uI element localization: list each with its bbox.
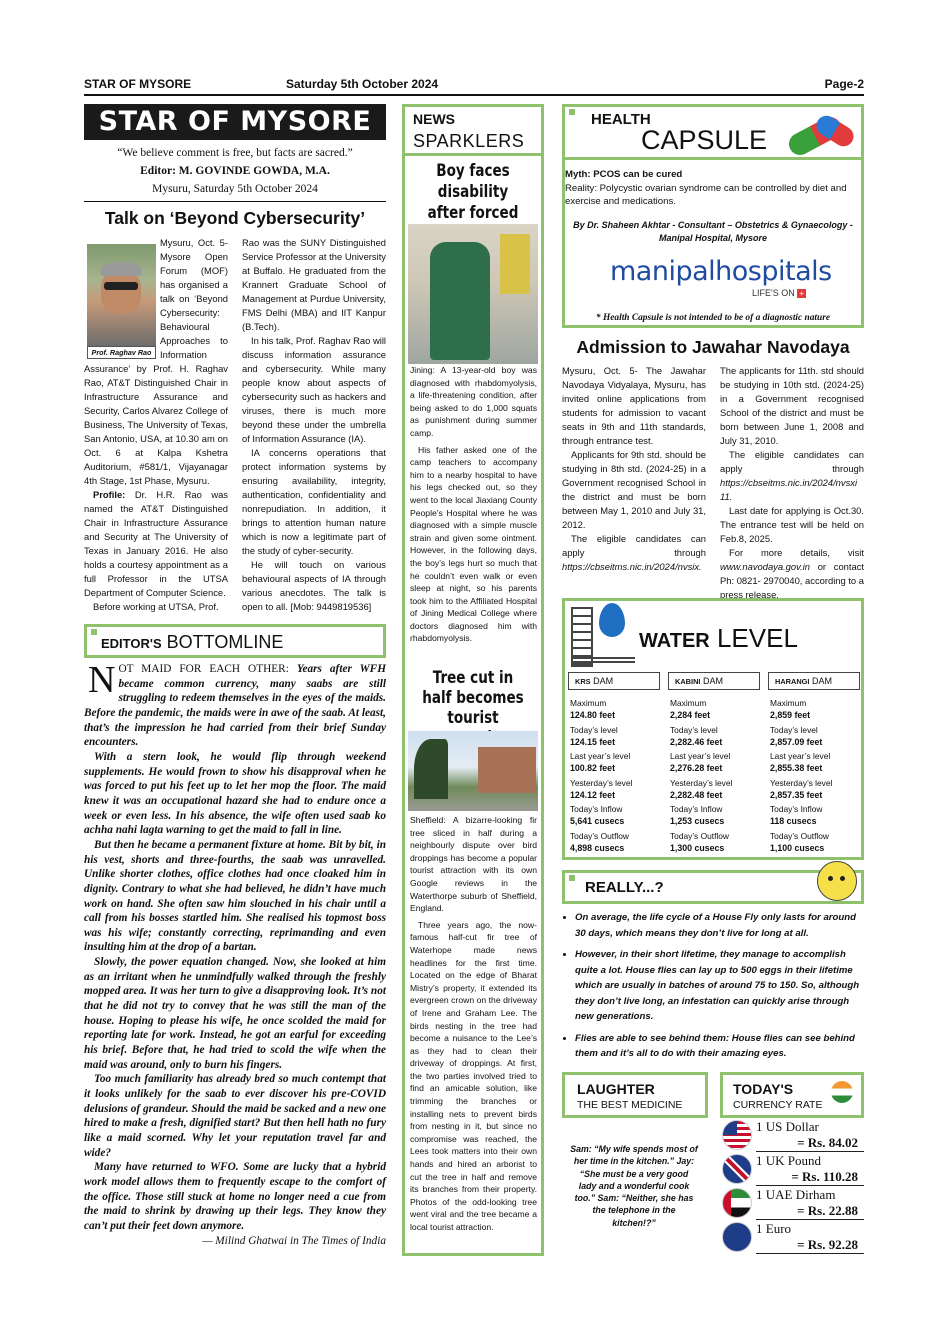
dam-stat-label: Today’s level (570, 724, 618, 735)
flag-canton (723, 1121, 737, 1135)
navodaya-headline: Admission to Jawahar Navodaya (576, 337, 850, 357)
navodaya-link[interactable]: www.navodaya.gov.in (720, 561, 810, 572)
dam-stat-value: 118 cusecs (770, 816, 817, 826)
profile-text: Dr. H.R. Rao was named the AT&T Distinguished Chair in Infrastructure Assurance and Security at The University of Texas in January 2016. He also holds a courtesy appointment as a full Professor in the UTSA Department of Computer Science. (84, 489, 228, 598)
currency-value: = Rs. 110.28 (791, 1169, 858, 1184)
sunglasses-shape (104, 282, 138, 290)
cyber-col2-para: In his talk, Prof. Raghav Rao will discuss information assurance and cybersecurity. While many people know about aspects of cybersecurity such as hackers and viruses, there is much more beyond these under the umbrella of Information Assurance (IA). (242, 335, 386, 444)
dam-stat-label: Today’s Inflow (570, 804, 623, 814)
dam-stat-value: 124.80 feet (570, 710, 615, 720)
dam-stat-label: Today’s Outflow (670, 830, 729, 841)
dam-stat-label: Maximum (570, 698, 607, 708)
dam-stat-label: Last year’s level (770, 751, 831, 761)
section-label (101, 632, 283, 653)
currency-unit: 1 Euro (756, 1221, 792, 1236)
dam-stat-label: Today’s level (770, 724, 818, 735)
label-light: LEVEL (709, 623, 798, 653)
water-drop-icon (599, 603, 625, 637)
currency-list (720, 1120, 864, 1256)
dam-stat-value: 2,276.28 feet (670, 763, 723, 773)
editorial-para: With a stern look, he would flip through weekend supplements. He would frown to show his disapproval when he was forced to put his feet up to let her mop the floor. The maid knew it was an occupational hazard she had to endure once a week or even less. In his absence, the wife often used saab ko achha nahi lagta warning to get the maid to fall in line. (84, 750, 386, 837)
page-number: Page-2 (824, 77, 864, 91)
currency-value: = Rs. 22.88 (797, 1203, 858, 1218)
half-tree-shape (414, 739, 448, 799)
dam-stat-value: 100.82 feet (570, 763, 615, 773)
capsule-icon (785, 113, 861, 155)
story2-headline: Tree cut in half becomes tourist (422, 668, 524, 727)
label-light: SPARKLERS (413, 131, 525, 151)
editorial-para: Years after WFH became common currency, many saabs are still struggling to redeem themselves in the eyes of the maids. Before the pandemic, the maids were in awe of the saab. At least, that’s the impression he had carried from their brief Sunday encounters. (84, 663, 387, 749)
cyber-col1-last: Before working at UTSA, Prof. (93, 601, 219, 612)
waves-icon (571, 657, 635, 663)
cyber-col1-para: Assurance’ by Prof. H. Raghav Rao, AT&T Distinguished Chair in Infrastructure Assurance and Security, Carlos Alvarez College of Business, The University of Texas, San Antonio, USA, at 10.30 am on Oct. 6 at Kalpa Kshetra Auditorium, #581/1, Vijayanagar 4th Stage, 1st Phase, Mysuru. (84, 363, 228, 486)
story2-para: Sheffield: A bizarre-looking fir tree sliced in half during a neighbourly dispute over bird droppings has become a popular tourist attraction with its own Google reviews in the Waterthorpe suburb of Sheffield, England. (410, 815, 537, 914)
dam-stat-label: Yesterday’s level (670, 777, 733, 788)
label-light: BOTTOMLINE (161, 632, 284, 652)
corner-mark (569, 109, 575, 115)
bulb-mascot-icon (817, 861, 857, 901)
dam-name: KABINI DAM (668, 672, 760, 690)
label-bold: LAUGHTER (577, 1081, 655, 1097)
currency-value: = Rs. 92.28 (797, 1237, 858, 1252)
navodaya-para: Last date for applying is Oct.30. The entrance test will be held on Feb.8, 2025. (720, 505, 864, 544)
dam-stat-label: Maximum (770, 698, 807, 708)
uae-flag-icon (722, 1188, 752, 1218)
dam-column (768, 672, 860, 857)
manipal-tagline (752, 288, 806, 298)
label-light: THE BEST MEDICINE (577, 1099, 683, 1111)
dam-stat-value: 1,300 cusecs (670, 842, 725, 853)
cyber-col1-wrap: Mysuru, Oct. 5- Mysore Open Forum (MOF) has organised a talk on ‘Beyond Cybersecurity: Behavioural Approaches to Information (160, 237, 228, 360)
corner-mark (91, 629, 97, 635)
label-bold: HEALTH (591, 111, 651, 128)
eu-flag-icon (722, 1222, 752, 1252)
editorial-para: But then he became a permanent fixture at home. Bit by bit, in his vest, shorts and three-fourths, the saab was unravelled. Unlike shorter clothes, office clothes had once cloaked him in dignity. Contrary to what she had believed, he didn’t have much work on hand. She often saw him slouched in his chair until a call from his bosses startled him. She realised his topmost boss was his wife; constantly correcting, reprimanding and even insulting him at the drop of a bartan. (84, 838, 386, 954)
issue-date: Saturday 5th October 2024 (286, 77, 439, 91)
dam-stat-label: Today’s Outflow (570, 830, 629, 841)
health-myth: Myth: PCOS can be cured (565, 169, 683, 180)
editorial-para: Too much familiarity has already bred so much contempt that it looks unlikely for the saab to ever discover his pre-COVID delusions of grandeur. Should the maid be sacked and a new one hired to make a fresh, dignified start? But then hell hath no fury like a maid scorned. Why let your reputation travel far and wide? (84, 1073, 386, 1159)
list-item: • On average, the life cycle of a House Fly only lasts for around 30 days, which means they don’t live for long at all. (575, 910, 863, 941)
masthead-block (84, 144, 386, 198)
divider (84, 201, 386, 202)
masthead-editor: Editor: M. GOVINDE GOWDA, M.A. (140, 165, 330, 177)
navodaya-text: The eligible candidates can apply through (562, 533, 706, 558)
navodaya-link[interactable]: https://cbseitms.nic.in/2024/nvsix. (562, 561, 702, 572)
dam-stat-value: 124.15 feet (570, 736, 615, 747)
navodaya-para: Applicants for 9th std. should be studying in 8th std. (2024-25) in a Government recognised School in the district and must be born between May 1, 2010 and July 31, 2012. (562, 449, 706, 530)
corner-mark (569, 875, 575, 881)
joke-text: Sam: “My wife spends most of her time in the kitchen.” Jay: “She must be a very good lady and a wonderful cook too.” Sam: “Neither, she has the telephone in the kitchen!?” (570, 1144, 698, 1228)
eye-shape (828, 876, 833, 881)
story1-para: His father asked one of the camp teachers to accompany him to a nearby hospital to have his legs checked out, so they went to the local Jiaxiang County People’s Hospital where he was diagnosed with a simple muscle strain and given some ointment. However, in the following days, the boy’s legs hurt so much that he couldn’t even walk or even sleep at night, so his parents took him to the Affiliated Hospital of Jining Medical College where doctors diagnosed him with rhabdomyolysis. (410, 444, 537, 644)
bed-cover-shape (430, 242, 490, 360)
dam-column (668, 672, 760, 857)
navodaya-col1 (562, 364, 706, 574)
label-bold: TODAY'S (733, 1081, 794, 1097)
label-light: CAPSULE (641, 125, 768, 155)
health-author: By Dr. Shaheen Akhtar - Consultant – Obstetrics & Gynaecology - Manipal Hospital, Mysore (573, 219, 853, 243)
really-header (562, 870, 864, 904)
paper-name: STAR OF MYSORE (84, 77, 192, 91)
dam-stat-label: Today’s Inflow (770, 804, 823, 814)
dam-stat-label: Yesterday’s level (770, 777, 833, 788)
story1-body (410, 364, 537, 645)
currency-rule (756, 1185, 864, 1186)
story2-body (410, 814, 537, 1234)
label-bold: WATER (639, 630, 710, 652)
dam-stat-label: Today’s level (670, 724, 718, 735)
face-shape (101, 270, 141, 314)
dam-stat-value: 2,282.48 feet (670, 789, 723, 800)
editorial-para: Many have returned to WFO. Some are lucky that a hybrid work model allows them to frequently escape to the comfort of the office. Those still stuck at home no longer need a cue from the maid to shrink by drawing up their legs. They know they can’t put their feet down anymore. (84, 1161, 386, 1232)
list-item: • Flies are able to see behind them: House flies can see behind them and it’s all to do with their amazing eyes. (575, 1031, 863, 1062)
hospital-photo (408, 224, 538, 364)
navodaya-text: or contact Ph: 0821- 2970040, according to a press release. (720, 561, 864, 600)
masthead-dateline: Mysuru, Saturday 5th October 2024 (152, 183, 318, 195)
label-bold: EDITOR'S (101, 636, 162, 651)
drop-cap: N (88, 659, 116, 701)
label-light: CURRENCY RATE (733, 1099, 823, 1111)
dam-stat-label: Maximum (670, 698, 707, 708)
story1-para: Jining: A 13-year-old boy was diagnosed with rhabdomyolysis, a life-threatening condition, after being asked to do 1,000 squats as punishment during summer camp. (410, 365, 537, 438)
uk-flag-icon (722, 1154, 752, 1184)
manipal-logo: manipalhospitals (610, 256, 832, 287)
dam-stat-value: 5,641 cusecs (570, 816, 625, 826)
navodaya-link[interactable]: https://cbseitms.nic.in/2024/nvsxi 11. (720, 477, 858, 502)
dam-stat-value: 2,282.46 feet (670, 736, 723, 747)
navodaya-col2 (720, 364, 864, 602)
navodaya-para: The applicants for 11th. std should be studying in 10th std. (2024-25) in a Government recognised School of the district and must be born between June 1, 2008 and July 31, 2010. (720, 365, 864, 446)
water-level-title (639, 623, 798, 654)
dam-stat-value: 2,284 feet (670, 710, 711, 720)
editorial-para: Slowly, the power equation changed. Now, she looked at him as an irritant when he unmindfully walked through the freshly mopped area. It was her turn to give a disapproving look. It’s not that he did not try to convey that he was still the man of the house. Hoping to please his wife, he once scolded the maid for reporting late for work. Instead, he got an earful for exceeding his brief. Before that, he had tried to scold the wife when the maid was around, only to burn his fingers. (84, 956, 386, 1071)
list-item: • However, in their short lifetime, they manage to accomplish quite a lot. House flies can lay up to 500 eggs in their lifetime which are usually in batches of around 75 to 150. So, although they don’t live long, an infestation can quickly arise through new generations. (575, 947, 863, 1025)
dam-stat-value: 4,898 cusecs (570, 842, 625, 853)
currency-unit: 1 UAE Dirham (756, 1187, 836, 1202)
dam-stat-label: Today’s Outflow (770, 830, 829, 841)
label-bold: NEWS (413, 111, 455, 127)
eye-shape (840, 876, 845, 881)
currency-unit: 1 US Dollar (756, 1119, 819, 1134)
page-header (84, 74, 864, 96)
dam-column (568, 672, 660, 857)
photo-caption: Prof. Raghav Rao (87, 346, 156, 359)
really-list (565, 910, 863, 1068)
dam-stat-value: 124.12 feet (570, 789, 615, 800)
masthead-motto: “We believe comment is free, but facts are sacred.” (117, 147, 353, 159)
dam-stat-value: 2,859 feet (770, 710, 811, 720)
profile-label: Profile: (93, 489, 126, 500)
dam-stat-value: 1,253 cusecs (670, 816, 725, 826)
house-shape (478, 747, 536, 793)
health-reality: Reality: Polycystic ovarian syndrome can be controlled by diet and exercise and medications. (565, 182, 847, 207)
cyber-col2-para: IA concerns operations that protect information systems by ensuring availability, integrity, authentication, confidentiality and nonrepudiation. In addition, it brings to attention human nature which is now a legitimate part of the study of cyber-security. (242, 447, 386, 556)
health-capsule-header (562, 104, 864, 160)
navodaya-para: Mysuru, Oct. 5- The Jawahar Navodaya Vidyalaya, Mysuru, has invited online applications from students for admission to vacant seats in 9th and 11th standards, through entrance test. (562, 365, 706, 446)
dam-stat-label: Last year’s level (570, 751, 631, 761)
hair-shape (101, 262, 141, 276)
currency-value: = Rs. 84.02 (797, 1135, 858, 1150)
usa-flag-icon (722, 1120, 752, 1150)
cyber-col2 (242, 236, 386, 614)
laughter-header (562, 1072, 708, 1118)
author-photo (87, 244, 156, 348)
cyber-headline: Talk on ‘Beyond Cybersecurity’ (104, 208, 366, 228)
dam-stat-label: Last year’s level (670, 751, 731, 761)
navodaya-text: For more details, visit (729, 547, 864, 558)
editorial-kicker: OT MAID FOR EACH OTHER: (118, 663, 297, 675)
dam-name: HARANGI DAM (768, 672, 860, 690)
cyber-col2-para: He will touch on various behavioural aspects of IA through various anecdotes. The talk is open to all. [Mob: 9449819536] (242, 559, 386, 612)
editorial-byline: — Milind Ghatwai in The Times of India (202, 1234, 386, 1247)
really-label: REALLY...? (585, 879, 664, 896)
story2-para: Three years ago, the now-famous half-cut fir tree of Waterhope made news headlines for the first time. Located on the edge of Bharat Mistry’s property, it extended its evergreen crown on the driveway of Irene and Graham Lee. The birds nesting in the tree had become a nuisance to the Lee’s as they had to clean their driveway of droppings. At first, the two parties involved tried to find an amicable solution, like trimming the branches or installing nets to prevent birds from nesting in it, but since no compromise was reached, the Lees took matters into their own hands and hired an arborist to cut the tree in half and remove its branches from their property. Photos of the odd-looking tree went viral and the tree became a local tourist attraction. (410, 919, 537, 1232)
editors-bottomline-header (84, 624, 386, 658)
dam-name: KRS DAM (568, 672, 660, 690)
dam-stat-value: 2,857.09 feet (770, 736, 823, 747)
currency-rule (756, 1219, 864, 1220)
currency-header (720, 1072, 864, 1118)
dam-stat-value: 1,100 cusecs (770, 842, 825, 853)
story1-headline: Boy faces disability after forced (427, 161, 519, 222)
tree-photo (408, 731, 538, 811)
dam-stat-label: Today’s Inflow (670, 804, 723, 814)
dam-stat-value: 2,855.38 feet (770, 763, 823, 773)
health-body (565, 168, 861, 246)
dam-stat-value: 2,857.35 feet (770, 789, 823, 800)
currency-rule (756, 1151, 864, 1152)
dam-list (568, 672, 860, 857)
currency-unit: 1 UK Pound (756, 1153, 822, 1168)
plus-icon: + (797, 289, 806, 298)
masthead-title: STAR OF MYSORE (84, 104, 386, 140)
india-flag-icon (831, 1081, 853, 1103)
news-sparklers-header (402, 104, 544, 156)
logo-sub: LIFE'S ON (752, 288, 795, 298)
health-disclaimer: * Health Capsule is not intended to be of a diagnostic nature (595, 313, 831, 323)
navodaya-text: The eligible candidates can apply through (720, 449, 864, 474)
cyber-col2-para: Rao was the SUNY Distinguished Service Professor at the University at Buffalo. He graduated from the Krannert Graduate School of Management at Purdue University, FMS Delhi (MBA) and IIT Kanpur (B.Tech). (242, 237, 386, 332)
dam-stat-label: Yesterday’s level (570, 777, 633, 788)
cabinet-shape (500, 234, 530, 294)
editorial-body (84, 659, 387, 1248)
currency-rule (756, 1253, 864, 1254)
cyber-col1-rest (84, 362, 228, 614)
